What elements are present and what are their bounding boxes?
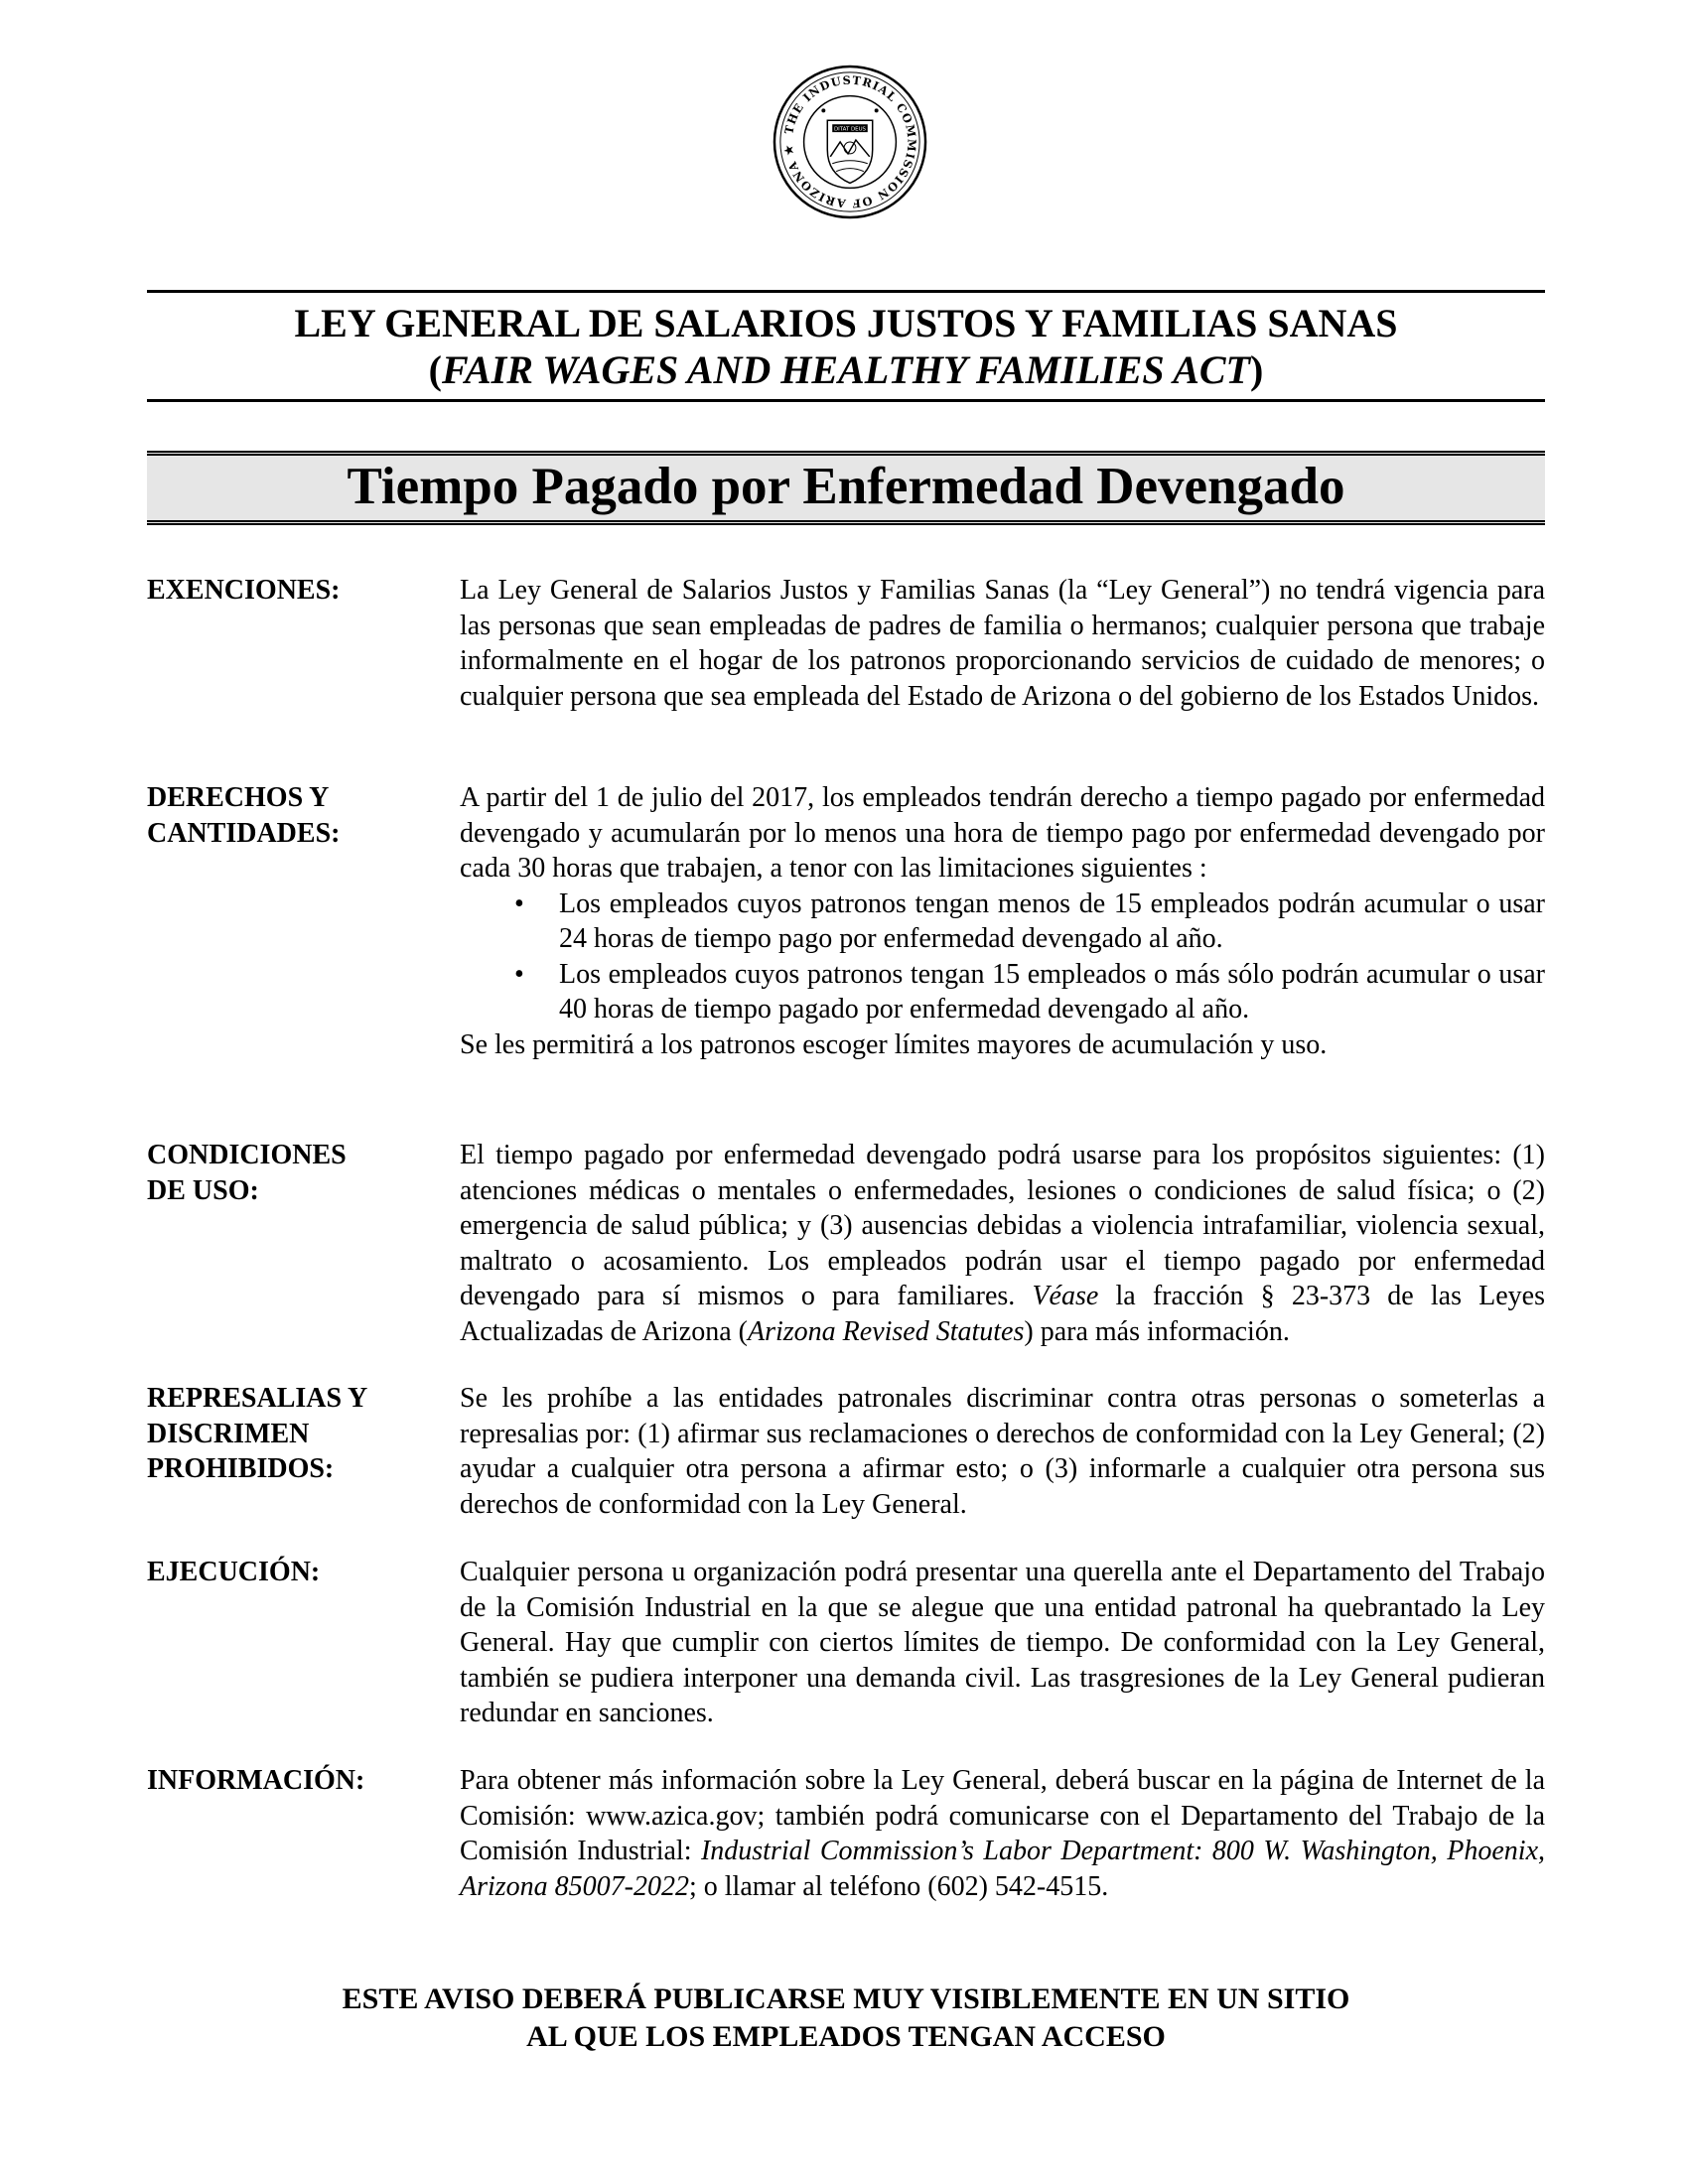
- labor-department-address: Industrial Commission’s Labor Department: 800 W. Washington, Phoenix, Arizona 85007-2022: [460, 1836, 1545, 1902]
- section-label: EXENCIONES:: [147, 575, 341, 606]
- act-title-english: (FAIR WAGES AND HEALTHY FAMILIES ACT): [428, 347, 1264, 392]
- derechos-bullets: [460, 887, 1545, 1027]
- derechos-outro: Se les permitirá a los patronos escoger límites mayores de acumulación y uso.: [460, 1028, 1328, 1060]
- section-body: Cualquier persona u organización podrá presentar una querella ante el Departamento del Trabajo de la Comisión Industrial en la que se alegue que una entidad patronal ha quebrantado la Ley General. Hay que cumplir con ciertos límites de tiempo. De conformidad con la Ley General, también se pudiera interponer una demanda civil. Las trasgresiones de la Ley General pudieran redundar en sanciones.: [460, 1557, 1545, 1728]
- section-body: El tiempo pagado por enfermedad devengado podrá usarse para los propósitos siguientes: (1) atenciones médicas o mentales o enfermedades, lesiones o condiciones de salud física; o (2) emergencia de salud pública; y (3) ausencias debidas a violencia intrafamiliar, violencia sexual, maltrato o acosamiento. Los empleados podrán usar el tiempo pagado por enfermedad devengado para sí mismos o para familiares. Véase la fracción § 23-373 de las Leyes Actualizadas de Arizona (Arizona Revised Statutes) para más información.: [460, 1140, 1545, 1347]
- act-title-spanish: LEY GENERAL DE SALARIOS JUSTOS Y FAMILIAS SANAS: [294, 301, 1398, 345]
- section-label: INFORMACIÓN:: [147, 1765, 365, 1796]
- svg-text:DITAT DEUS: DITAT DEUS: [834, 126, 866, 133]
- svg-text:THE INDUSTRIAL COMMISSION OF A: THE INDUSTRIAL COMMISSION OF ARIZONA ★: [780, 72, 919, 211]
- banner-title: Tiempo Pagado por Enfermedad Devengado: [347, 458, 1345, 515]
- section-body: [460, 780, 1545, 1062]
- list-item: • Los empleados cuyos patronos tengan 15 empleados o más sólo podrán acumular o usar 40 horas de tiempo pagado por enfermedad devengado al año.: [514, 958, 1545, 1024]
- header-bottom-rule: [147, 399, 1545, 402]
- commission-seal: [772, 64, 928, 220]
- section-body: Se les prohíbe a las entidades patronales discriminar contra otras personas o someterlas a represalias por: (1) afirmar sus reclamaciones o derechos de conformidad con la Ley General; (2) ayudar a cualquier otra persona a afirmar esto; o (3) informarle a cualquier otra persona sus derechos de conformidad con la Ley General.: [460, 1383, 1545, 1520]
- section-label: DERECHOS Y CANTIDADES:: [147, 782, 341, 849]
- section-body: Para obtener más información sobre la Ley General, deberá buscar en la página de Internet de la Comisión: www.azica.gov; también podrá comunicarse con el Departamento del Trabajo de la Comisión Industrial: Industrial Commission’s Labor Department: 800 W. Washington, Phoenix, Arizona 85007-2022; o llamar al teléfono (602) 542-4515.: [460, 1765, 1545, 1902]
- list-item: • Los empleados cuyos patronos tengan menos de 15 empleados podrán acumular o usar 24 horas de tiempo pago por enfermedad devengado al año.: [514, 887, 1545, 954]
- section-label: EJECUCIÓN:: [147, 1557, 321, 1587]
- posting-notice: ESTE AVISO DEBERÁ PUBLICARSE MUY VISIBLEMENTE EN UN SITIO AL QUE LOS EMPLEADOS TENGAN ACCESO: [342, 1982, 1350, 2053]
- section-label: CONDICIONES DE USO:: [147, 1140, 347, 1206]
- header-top-rule: [147, 290, 1545, 293]
- act-title: [147, 300, 1545, 393]
- section-label: REPRESALIAS Y DISCRIMEN PROHIBIDOS:: [147, 1383, 368, 1484]
- title-banner: [147, 451, 1545, 525]
- derechos-intro: A partir del 1 de julio del 2017, los empleados tendrán derecho a tiempo pagado por enfermedad devengado y acumularán por lo menos una hora de tiempo pago por enfermedad devengado por cada 30 horas que trabajen, a tenor con las limitaciones siguientes :: [460, 782, 1545, 884]
- section-body: La Ley General de Salarios Justos y Familias Sanas (la “Ley General”) no tendrá vigencia para las personas que sean empleadas de padres de familia o hermanos; cualquier persona que trabaje informalmente en el hogar de los patronos proporcionando servicios de cuidado de menores; o cualquier persona que sea empleada del Estado de Arizona o del gobierno de los Estados Unidos.: [460, 575, 1545, 712]
